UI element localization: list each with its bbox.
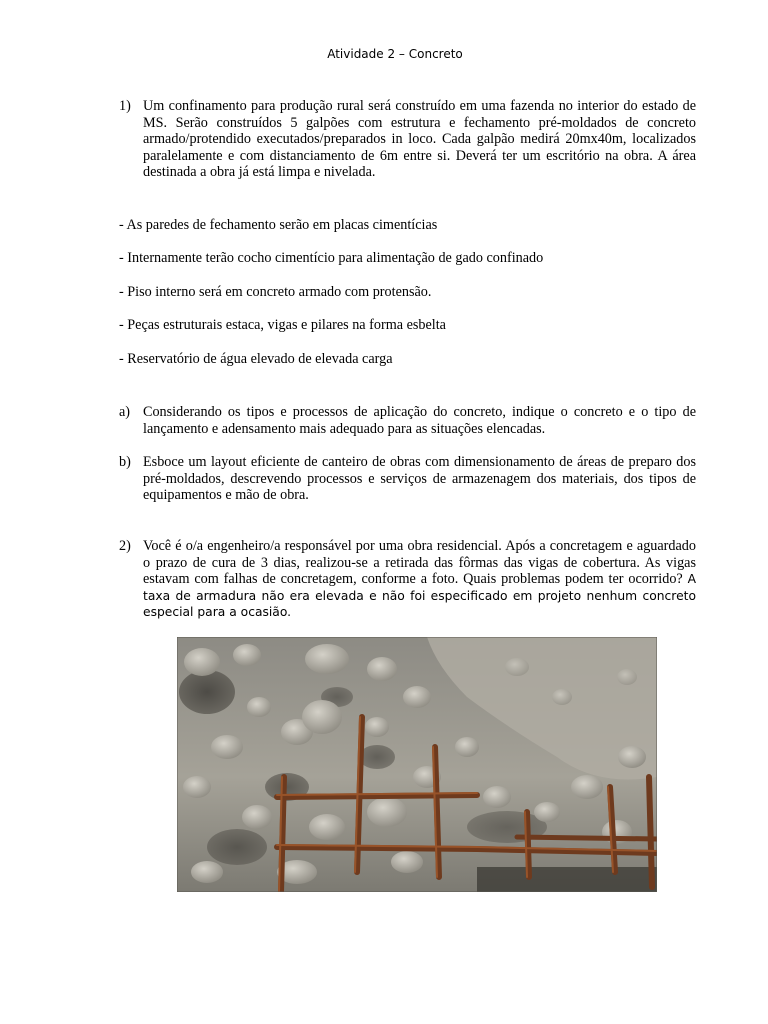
bullet-item: - Internamente terão cocho cimentício para alimentação de gado confinado [119,250,544,266]
question-1b-text: Esboce um layout eficiente de canteiro de obras com dimensionamento de áreas de preparo dos pré-moldados, descrevendo processos e serviços de armazenagem dos materiais, dos tipos de equipamentos e mão de obra. [143,454,696,504]
page-title: Atividade 2 – Concreto [327,47,463,61]
question-1b-label: b) [119,454,131,470]
bullet-item: - As paredes de fechamento serão em placas cimentícias [119,217,438,233]
question-1a-text: Considerando os tipos e processos de aplicação do concreto, indique o concreto e o tipo de lançamento e adensamento mais adequado para as situações elencadas. [143,404,696,437]
question-2-text [143,538,696,621]
question-2-number: 2) [119,538,131,554]
question-2 [119,538,696,621]
bullet-item: - Reservatório de água elevado de elevada carga [119,351,393,367]
bullet-item: - Piso interno será em concreto armado com protensão. [119,284,432,300]
question-2-text-sans: A taxa de armadura não era elevada e não foi especificado em projeto nenhum concreto especial para a ocasião. [143,572,697,620]
question-1a [119,404,696,437]
question-1 [119,98,696,181]
concrete-failure-photo [177,637,657,892]
question-1-text: Um confinamento para produção rural será construído em uma fazenda no interior do estado de MS. Serão construídos 5 galpões com estrutura e fechamento pré-moldados de concreto armado/protendido executados/preparados in loco. Cada galpão medirá 20mx40m, localizados paralelamente e com distanciamento de 6m entre si. Deverá ter um escritório na obra. A área destinada a obra já está limpa e nivelada. [143,98,696,181]
bullet-item: - Peças estruturais estaca, vigas e pilares na forma esbelta [119,317,446,333]
question-1b [119,454,696,504]
question-1a-label: a) [119,404,131,420]
question-2-text-serif: Você é o/a engenheiro/a responsável por uma obra residencial. Após a concretagem e aguardado o prazo de cura de 3 dias, realizou-se a retirada das fôrmas das vigas de cobertura. As vigas estavam com falhas de concretagem, conforme a foto. Quais problemas podem ter ocorrido? [143,538,696,588]
question-1-number: 1) [119,98,131,114]
